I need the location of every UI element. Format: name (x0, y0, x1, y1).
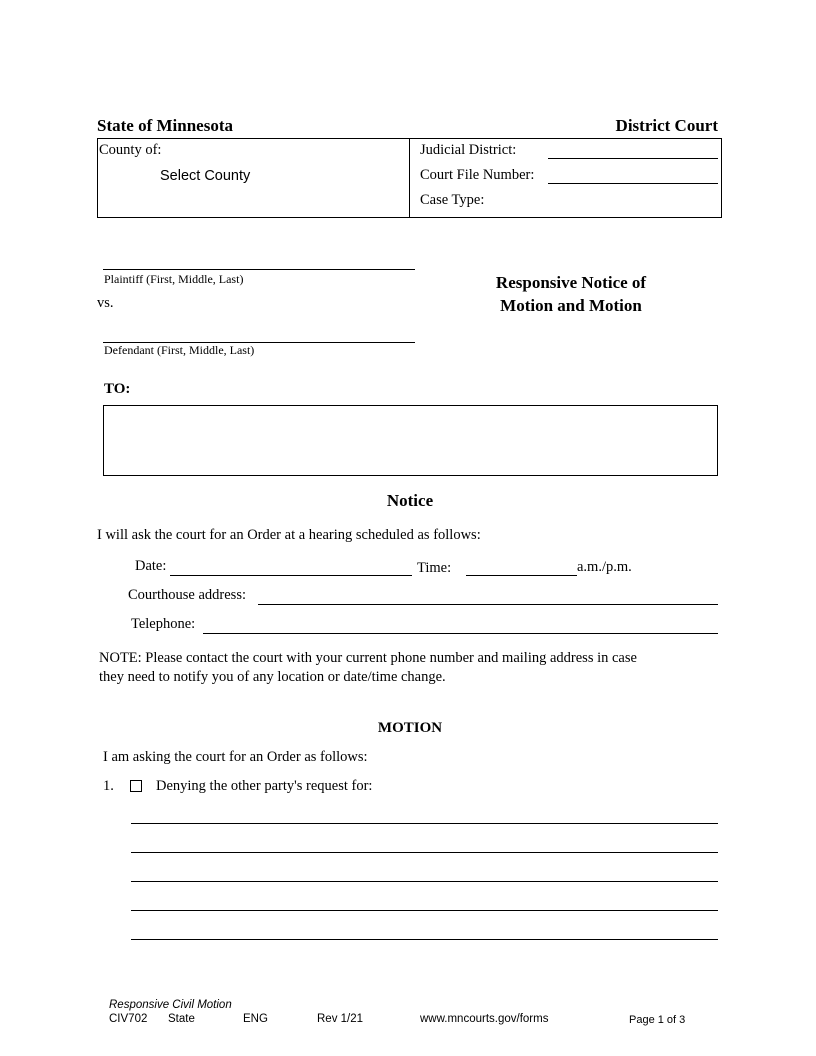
court-file-number-field[interactable] (548, 183, 718, 184)
courthouse-address-field[interactable] (258, 604, 718, 605)
date-label: Date: (135, 558, 167, 574)
to-label: TO: (104, 381, 131, 397)
county-label: County of: (99, 142, 162, 158)
form-title-line2: Motion and Motion (500, 296, 642, 315)
footer-url: www.mncourts.gov/forms (420, 1013, 549, 1025)
time-field[interactable] (466, 575, 577, 576)
item1-number: 1. (103, 778, 114, 794)
judicial-district-label: Judicial District: (420, 142, 517, 158)
time-label: Time: (417, 560, 452, 576)
vs-label: vs. (97, 295, 114, 311)
footer-revision: Rev 1/21 (317, 1013, 364, 1025)
footer-language: ENG (243, 1013, 268, 1025)
ampm-label: a.m./p.m. (577, 559, 632, 575)
request-line-5[interactable] (131, 939, 718, 940)
plaintiff-label: Plaintiff (First, Middle, Last) (104, 272, 244, 286)
request-line-1[interactable] (131, 823, 718, 824)
courthouse-address-label: Courthouse address: (128, 587, 246, 603)
footer-page-number: Page 1 of 3 (629, 1014, 686, 1026)
plaintiff-field[interactable] (103, 269, 415, 270)
state-name: State of Minnesota (97, 116, 233, 135)
note-line2: they need to notify you of any location or date/time change. (99, 669, 446, 685)
telephone-label: Telephone: (131, 616, 196, 632)
item1-checkbox[interactable] (130, 780, 142, 792)
footer-jurisdiction: State (168, 1013, 195, 1025)
telephone-field[interactable] (203, 633, 718, 634)
note-line1: NOTE: Please contact the court with your current phone number and mailing address in case (99, 650, 637, 666)
footer-form-code: CIV702 (109, 1013, 148, 1025)
case-type-label: Case Type: (420, 192, 485, 208)
caption-divider (409, 138, 410, 218)
request-line-3[interactable] (131, 881, 718, 882)
request-line-2[interactable] (131, 852, 718, 853)
request-line-4[interactable] (131, 910, 718, 911)
date-field[interactable] (170, 575, 412, 576)
footer-form-title: Responsive Civil Motion (109, 999, 232, 1011)
court-name: District Court (615, 116, 718, 135)
notice-heading: Notice (386, 491, 434, 510)
motion-heading: MOTION (377, 720, 443, 736)
judicial-district-field[interactable] (548, 158, 718, 159)
defendant-label: Defendant (First, Middle, Last) (104, 343, 255, 357)
court-file-number-label: Court File Number: (420, 167, 535, 183)
motion-intro: I am asking the court for an Order as follows: (103, 749, 368, 765)
county-select[interactable]: Select County (160, 168, 251, 184)
item1-text: Denying the other party's request for: (156, 778, 373, 794)
to-input-box[interactable] (103, 405, 718, 476)
notice-intro: I will ask the court for an Order at a hearing scheduled as follows: (97, 527, 481, 543)
form-title-line1: Responsive Notice of (495, 273, 647, 292)
